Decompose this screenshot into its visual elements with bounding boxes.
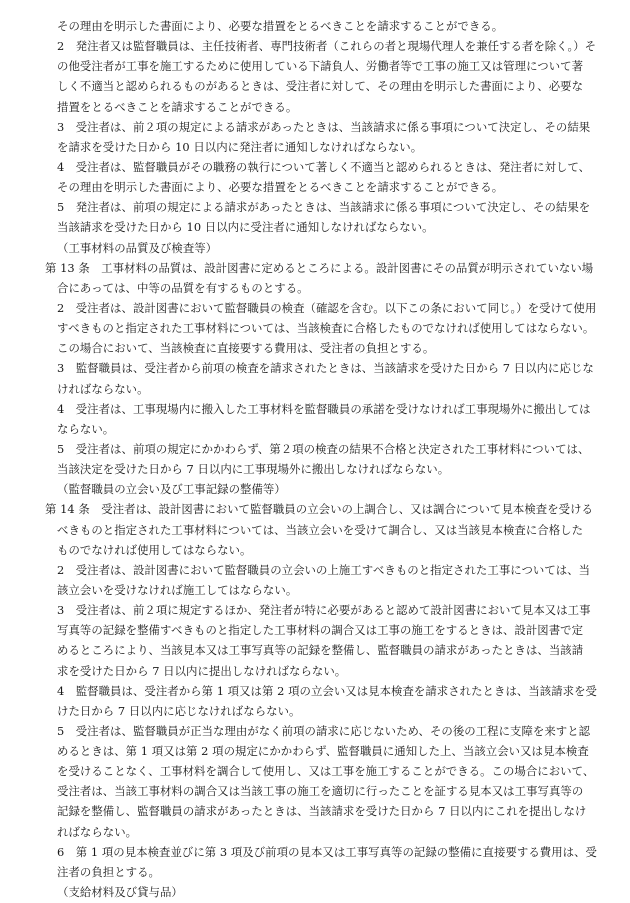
document-body: [45, 16, 614, 902]
article-heading-line: 第 14 条 受注者は、設計図書において監督職員の立会いの上調合し、又は調合について見本検査を受ける: [45, 502, 593, 517]
section-heading: （支給材料及び貸与品）: [57, 885, 183, 900]
text-line: 合にあっては、中等の品質を有するものとする。: [57, 280, 309, 295]
text-line: けた日から 7 日以内に応じなければならない。: [57, 703, 301, 718]
text-line: 写真等の記録を整備すべきものと指定した工事材料の調合又は工事の施工をするときは、設計図書で定: [57, 623, 584, 638]
paragraph-start-line: 4 受注者は、工事現場内に搬入した工事材料を監督職員の承諾を受けなければ工事現場外に搬出しては: [57, 401, 591, 416]
paragraph-start-line: 3 受注者は、前２項の規定による請求があったときは、当該請求に係る事項について決定し、その結果: [57, 119, 591, 134]
paragraph-start-line: 4 受注者は、監督職員がその職務の執行について著しく不適当と認められるときは、発注者に対して、: [57, 159, 591, 174]
text-line: 注者の負担とする。: [57, 864, 160, 879]
paragraph-start-line: 2 受注者は、設計図書において監督職員の立会いの上施工すべきものと指定された工事については、当: [57, 562, 591, 577]
paragraph-start-line: 2 受注者は、設計図書において監督職員の検査（確認を含む。以下この条において同じ。）を受けて使用: [57, 300, 597, 315]
paragraph-start-line: 2 発注者又は監督職員は、主任技術者、専門技術者（これらの者と現場代理人を兼任する者を除く。）そ: [57, 39, 597, 54]
section-heading: （監督職員の立会い及び工事記録の整備等）: [57, 482, 286, 497]
text-line: を受けることなく、工事材料を調合して使用し、又は工事を施工することができる。この場合において、: [57, 764, 595, 779]
paragraph-start-line: 5 受注者は、監督職員が正当な理由がなく前項の請求に応じないため、その後の工程に支障を来すと認: [57, 723, 591, 738]
text-line: べきものと指定された工事材料については、当該立会いを受けて調合し、又は当該見本検査に合格した: [57, 522, 584, 537]
text-line: 該立会いを受けなければ施工してはならない。: [57, 582, 298, 597]
paragraph-start-line: 5 発注者は、前項の規定による請求があったときは、当該請求に係る事項について決定し、その結果を: [57, 200, 591, 215]
paragraph-start-line: 3 監督職員は、受注者から前項の検査を請求されたときは、当該請求を受けた日から 7 日以内に応じな: [57, 361, 594, 376]
text-line: ければならない。: [57, 381, 149, 396]
text-line: 記録を整備し、監督職員の請求があったときは、当該請求を受けた日から 7 日以内にこれを提出しなけ: [57, 804, 587, 819]
text-line: 受注者は、当該工事材料の調合又は当該工事の施工を適切に行ったことを証する見本又は工事写真等の: [57, 784, 584, 799]
text-line: その理由を明示した書面により、必要な措置をとるべきことを請求することができる。: [57, 19, 504, 33]
text-line: ものでなければ使用してはならない。: [57, 542, 252, 557]
paragraph-start-line: 6 第 1 項の見本検査並びに第 3 項及び前項の見本又は工事写真等の記録の整備に直接要する費用は、受: [57, 844, 597, 859]
text-line: この場合において、当該検査に直接要する費用は、受注者の負担とする。: [57, 341, 435, 356]
text-line: めるところにより、当該見本又は工事写真等の記録を整備し、監督職員の請求があったときは、当該請: [57, 643, 584, 658]
paragraph-start-line: 3 受注者は、前２項に規定するほか、発注者が特に必要があると認めて設計図書において見本又は工事: [57, 603, 591, 618]
text-line: 当該決定を受けた日から 7 日以内に工事現場外に搬出しなければならない。: [57, 462, 450, 477]
text-line: しく不適当と認められるものがあるときは、受注者に対して、その理由を明示した書面により、必要な: [57, 79, 584, 94]
text-line: めるときは、第 1 項又は第 2 項の規定にかかわらず、監督職員に通知した上、当該立会い又は見本検査: [57, 744, 589, 759]
text-line: すべきものと指定された工事材料については、当該検査に合格したものでなければ使用してはならない。: [57, 321, 595, 336]
text-line: の他受注者が工事を施工するために使用している下請負人、労働者等で工事の施工又は管理について著: [57, 59, 584, 74]
article-heading-line: 第 13 条 工事材料の品質は、設計図書に定めるところによる。設計図書にその品質が明示されていない場: [45, 260, 594, 275]
text-line: 措置をとるべきことを請求することができる。: [57, 99, 298, 114]
text-line: 当該請求を受けた日から 10 日以内に受注者に通知しなければならない。: [57, 220, 434, 235]
text-line: ならない。: [57, 421, 115, 436]
paragraph-start-line: 4 監督職員は、受注者から第 1 項又は第 2 項の立会い又は見本検査を請求されたときは、当該請求を受: [57, 683, 597, 698]
text-line: その理由を明示した書面により、必要な措置をとるべきことを請求することができる。: [57, 180, 504, 195]
text-line: ればならない。: [57, 824, 138, 839]
text-line: 求を受けた日から 7 日以内に提出しなければならない。: [57, 663, 347, 678]
text-line: を請求を受けた日から 10 日以内に発注者に通知しなければならない。: [57, 139, 423, 154]
section-heading: （工事材料の品質及び検査等）: [57, 240, 218, 255]
paragraph-start-line: 5 受注者は、前項の規定にかかわらず、第２項の検査の結果不合格と決定された工事材料については、: [57, 441, 590, 456]
